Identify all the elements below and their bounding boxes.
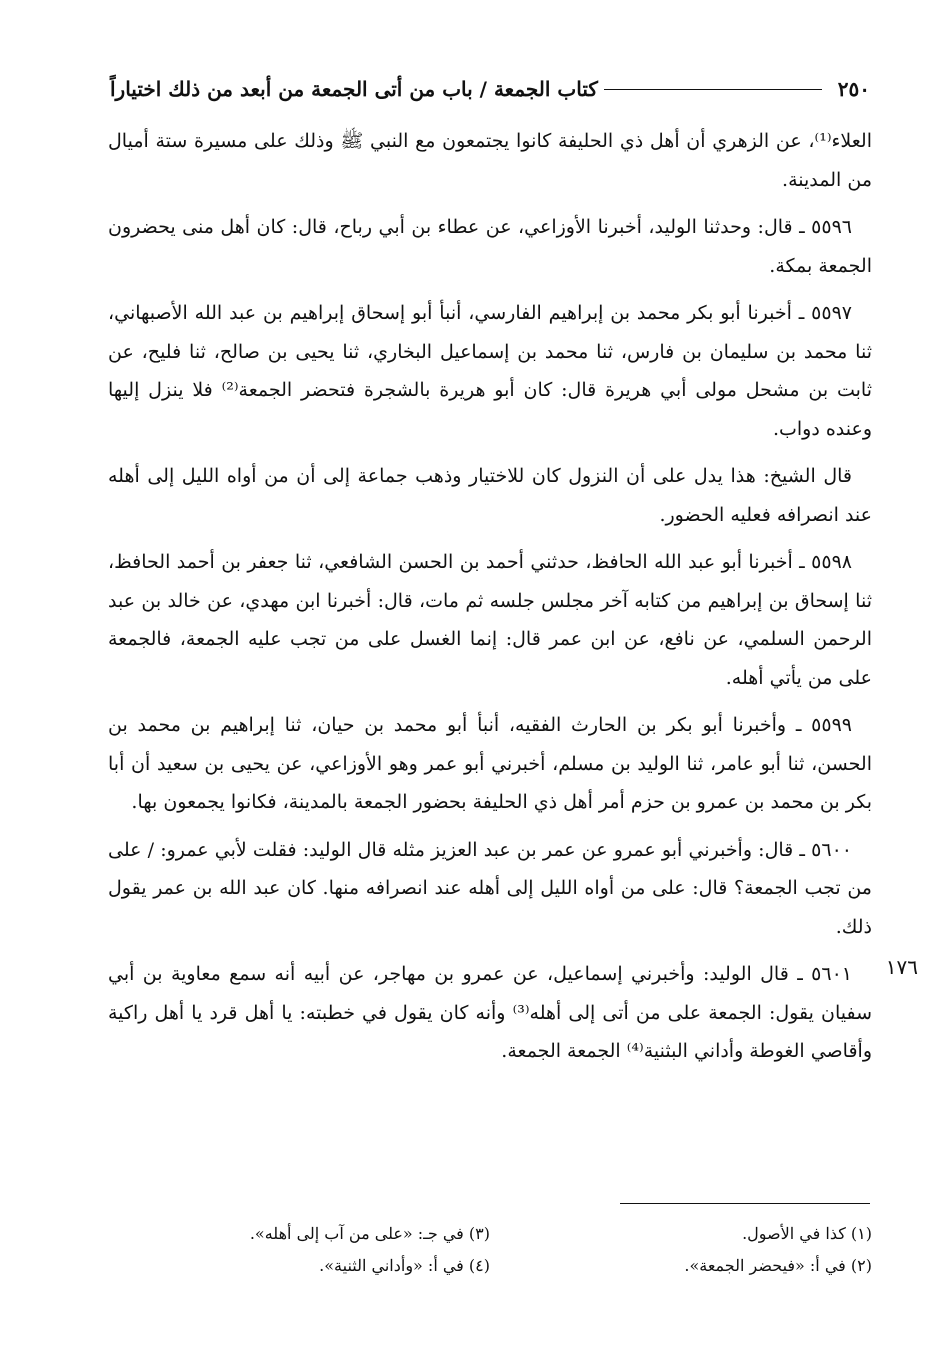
footnote-4: (٤) في أ: «وأداني الثنية». (319, 1256, 490, 1275)
footnote-1: (١) كذا في الأصول. (742, 1224, 872, 1243)
paragraph-5599: ٥٥٩٩ ـ وأخبرنا أبو بكر بن الحارث الفقيه، أنبأ أبو محمد بن حيان، ثنا إبراهيم بن محمد بن الحسن، ثنا أبو عامر، ثنا الوليد بن مسلم، أخبرني أبو عمر وهو الأوزاعي، عن يحيى بن سعيد أن أبا بكر بن محمد بن عمرو بن حزم أمر أهل ذي الحليفة بحضور الجمعة بالمدينة، فكانوا يجمعون بها. (108, 714, 872, 813)
footnote-3: (٣) في جـ: «على من آب إلى أهله». (249, 1224, 490, 1243)
paragraph-5596: ٥٥٩٦ ـ قال: وحدثنا الوليد، أخبرنا الأوزاعي، عن عطاء بن أبي رباح، قال: كان أهل منى يحضرون الجمعة بمكة. (108, 216, 872, 277)
paragraph-5597: ٥٥٩٧ ـ أخبرنا أبو بكر محمد بن إبراهيم الفارسي، أنبأ أبو إسحاق إبراهيم بن عبد الله الأصبهاني، ثنا محمد بن سليمان بن فارس، ثنا محمد بن إسماعيل البخاري، ثنا يحيى بن صالح، ثنا فليح، عن ثابت بن مشحل مولى أبي هريرة قال: كان أبو هريرة بالشجرة فتحضر الجمعة⁽²⁾ فلا ينزل إليها وعنده دواب. (108, 302, 872, 440)
running-title: كتاب الجمعة / باب من أتى الجمعة من أبعد من ذلك اختياراً (110, 77, 598, 101)
paragraph-5598: ٥٥٩٨ ـ أخبرنا أبو عبد الله الحافظ، حدثني أحمد بن الحسن الشافعي، ثنا جعفر بن أحمد الحافظ، ثنا إسحاق بن إبراهيم من كتابه آخر مجلس جلسه ثم مات، قال: أخبرنا ابن مهدي، عن خالد بن عبد الرحمن السلمي، عن نافع، عن ابن عمر قال: إنما الغسل على من تجب عليه الجمعة، فالجمعة على من يأتي أهله. (108, 551, 872, 689)
footnotes (108, 1218, 872, 1282)
page-number: ٢٥٠ (837, 77, 870, 101)
paragraph-1: العلاء⁽¹⁾، عن الزهري أن أهل ذي الحليفة كانوا يجتمعون مع النبي ﷺ وذلك على مسيرة ستة أميال من المدينة. (108, 130, 872, 191)
footnote-separator (620, 1203, 870, 1204)
paragraph-sheikh: قال الشيخ: هذا يدل على أن النزول كان للاختيار وذهب جماعة إلى أن من أواه الليل إلى أهله عند انصرافه فعليه الحضور. (108, 465, 872, 526)
paragraph-5601: ٥٦٠١ ـ قال الوليد: وأخبرني إسماعيل، عن عمرو بن مهاجر، عن أبيه أنه سمع معاوية بن أبي سفيان يقول: الجمعة على من أتى إلى أهله⁽³⁾ وأنه كان يقول في خطبته: يا أهل قرد يا أهل راكية وأقاصي الغوطة وأداني البثنية⁽⁴⁾ الجمعة الجمعة. (108, 963, 872, 1062)
paragraph-5600: ٥٦٠٠ ـ قال: وأخبرني أبو عمرو عن عمر بن عبد العزيز مثله قال الوليد: فقلت لأبي عمرو: / على من تجب الجمعة؟ قال: على من أواه الليل إلى أهله عند انصرافه منها. كان عبد الله بن عمر يقول ذلك. (108, 838, 872, 938)
main-text (108, 122, 872, 1080)
margin-page-reference: ١٧٦ (885, 955, 918, 979)
header-rule (604, 89, 822, 90)
footnote-2: (٢) في أ: «فيحضر الجمعة». (684, 1256, 872, 1275)
page-header (110, 72, 870, 106)
